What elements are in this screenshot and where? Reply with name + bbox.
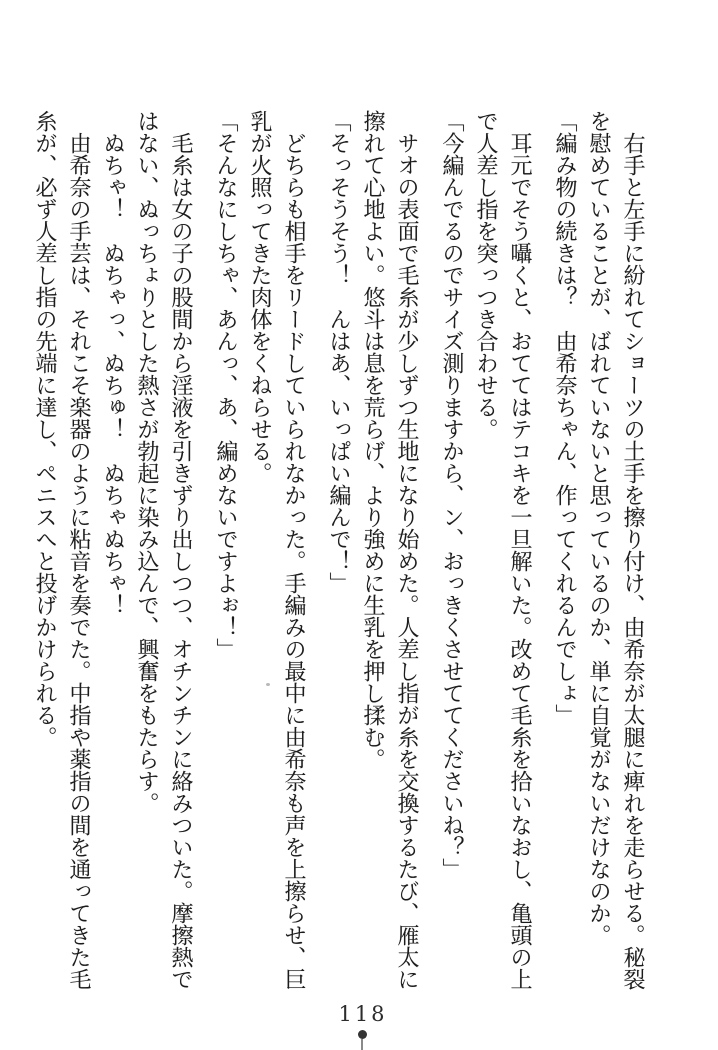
text-column: を慰めていることが、ばれていないと思っているのか、単に自覚がないだけなのか。 [587,110,612,946]
text-column: 乳が火照ってきた肉体をくねらせる。 [248,110,273,484]
binding-dot-icon [358,1030,367,1039]
text-column: サオの表面で毛糸が少しずつ生地になり始めた。人差し指が糸を交換するたび、雁太に [395,110,420,990]
text-column: 毛糸は女の子の股間から淫液を引きずり出しつつ、オチンチンに絡みついた。摩擦熱で [169,110,194,990]
text-column: 「編み物の続きは？ 由希奈ちゃん、作ってくれるんでしょ」 [553,110,578,726]
text-column: 「そっそうそう！ んはあ、いっぱい編んで！」 [327,110,352,594]
text-column: どちらも相手をリードしていられなかった。手編みの最中に由希奈も声を上擦らせ、巨 [282,110,307,990]
text-column: 「今編んでるのでサイズ測りますから、ン、おっきくさせててくださいね？」 [440,110,465,880]
text-column: 耳元でそう囁くと、おててはテコキを一旦解いた。改めて毛糸を拾いなおし、亀頭の上 [508,110,533,990]
text-column: ぬちゃ！ ぬちゃっ、ぬちゅ！ ぬちゃぬちゃ！ [101,110,126,616]
text-column: はない、ぬっちょりとした熱さが勃起に染み込んで、興奮をもたらす。 [135,110,160,814]
text-column: 糸が、必ず人差し指の先端に達し、ペニスへと投げかけられる。 [33,110,58,748]
page-number: 118 [338,1002,388,1026]
scan-speck [266,683,270,686]
text-column: 由希奈の手芸は、それこそ楽器のように粘音を奏でた。中指や薬指の間を通ってきた毛 [67,110,92,990]
binding-stem-icon [361,1039,363,1050]
vertical-text-block [33,110,650,994]
text-column: 擦れて心地よい。悠斗は息を荒らげ、より強めに生乳を押し揉む。 [361,110,386,770]
text-column: 右手と左手に紛れてショーツの土手を擦り付け、由希奈が太腿に痺れを走らせる。秘裂 [621,110,646,990]
page-footer [0,984,718,1050]
text-column: で人差し指を突っつき合わせる。 [474,110,499,440]
text-column: 「そんなにしちゃ、あんっ、あ、編めないですよぉ！」 [214,110,239,660]
binding-mark-icon [357,1030,367,1050]
